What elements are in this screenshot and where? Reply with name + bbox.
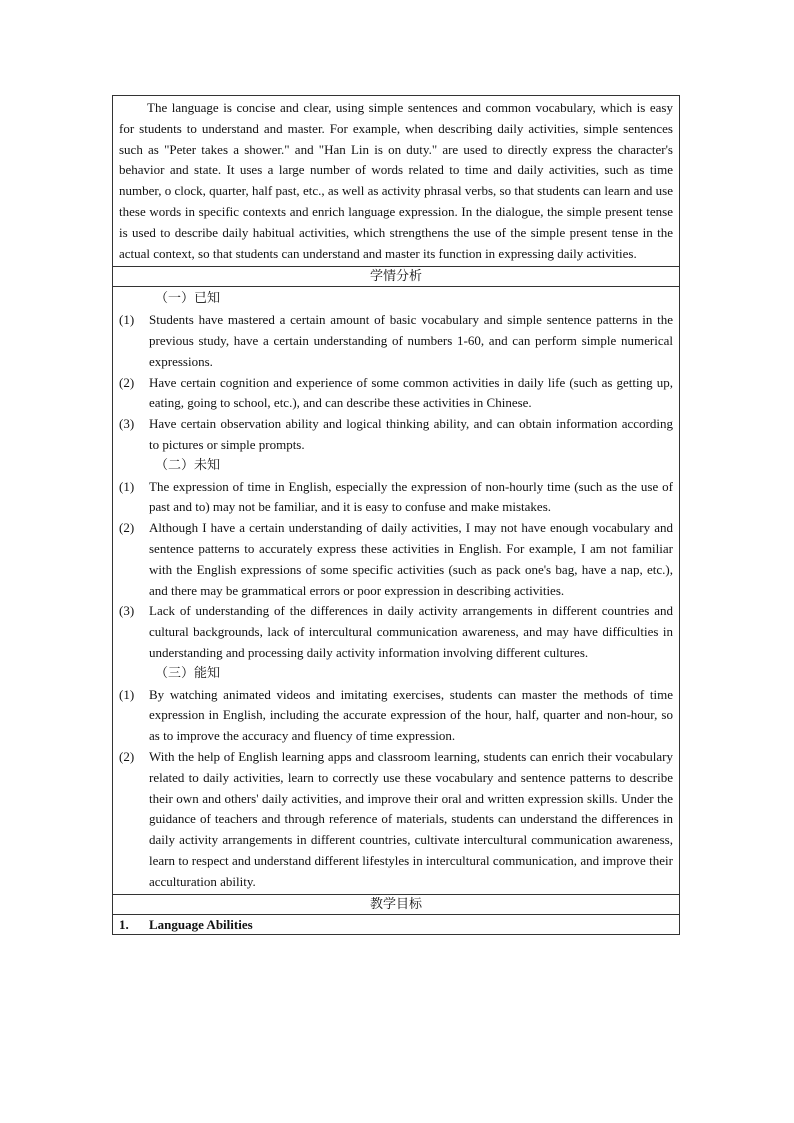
teaching-objectives-header <box>113 894 679 914</box>
item-number: (1) <box>119 686 135 702</box>
learning-analysis-title: 学情分析 <box>369 269 422 285</box>
learning-analysis-cell <box>113 286 679 894</box>
learning-analysis-header <box>113 266 679 286</box>
known-heading: （一）已知 <box>155 291 221 307</box>
known-item <box>119 414 673 456</box>
able-item <box>119 685 673 747</box>
item-text: Students have mastered a certain amount of basic vocabulary and simple sentence patterns in the previous study, have a certain understanding of numbers 1-60, and can perform simple numerical expressions. <box>149 312 673 369</box>
able-heading: （三）能知 <box>155 665 221 681</box>
unknown-item <box>119 477 673 519</box>
unknown-item <box>119 518 673 601</box>
item-number: (2) <box>119 520 135 536</box>
known-item <box>119 373 673 415</box>
item-number: (1) <box>119 478 135 494</box>
item-number: (3) <box>119 416 135 432</box>
lesson-plan-table <box>112 95 680 935</box>
item-text: Although I have a certain understanding of daily activities, I may not have enough vocabulary and sentence patterns to accurately express these activities in English. For example, I am not familiar with the English expressions of some specific activities (such as pack one's bag, have a nap, etc.), and there may be grammatical errors or poor expression in describing activities. <box>149 520 673 598</box>
teaching-objectives-title: 教学目标 <box>369 897 422 913</box>
item-text: With the help of English learning apps and classroom learning, students can enrich their vocabulary related to daily activities, learn to correctly use these vocabulary and sentence patterns to describe their own and others' daily activities, and improve their oral and written expression skills. Under the guidance of teachers and through reference of materials, students can understand the differences in daily activity arrangements in different countries, cultivate intercultural communication awareness, learn to respect and understand different lifestyles in intercultural communication, and improve their acculturation ability. <box>149 748 673 889</box>
unknown-heading: （二）未知 <box>155 457 221 473</box>
item-text: Have certain cognition and experience of some common activities in daily life (such as getting up, eating, going to school, etc.), and can describe these activities in Chinese. <box>149 374 673 411</box>
unknown-item <box>119 601 673 663</box>
intro-cell <box>113 96 679 266</box>
item-text: By watching animated videos and imitating exercises, students can master the methods of time expression in English, including the accurate expression of the hour, half, quarter and non-hour, so as to improve the accuracy and fluency of time expression. <box>149 686 673 744</box>
known-item <box>119 310 673 372</box>
item-text: The expression of time in English, especially the expression of non-hourly time (such as the use of past and to) may not be familiar, and it is easy to confuse and make mistakes. <box>149 478 673 515</box>
item-number: (3) <box>119 603 135 619</box>
intro-paragraph: The language is concise and clear, using simple sentences and common vocabulary, which is easy for students to understand and master. For example, when describing daily activities, simple sentences such as "Peter takes a shower." and "Han Lin is on duty." are used to directly express the character's behavior and state. It uses a large number of words related to time and daily activities, such as time number, o clock, quarter, half past, etc., as well as activity phrasal verbs, so that students can learn and use these words in specific contexts and enrich language expression. In the dialogue, the simple present tense is used to describe daily habitual activities, which strengthens the use of the simple present tense in the actual context, so that students can understand and master its function in expressing daily activities. <box>119 100 673 261</box>
able-item <box>119 747 673 893</box>
objective-item <box>113 914 679 934</box>
item-number: (1) <box>119 312 135 328</box>
item-number: (2) <box>119 748 135 764</box>
item-number: (2) <box>119 374 135 390</box>
objective-number: 1. <box>119 917 129 933</box>
item-text: Lack of understanding of the differences in daily activity arrangements in different countries and cultural backgrounds, lack of intercultural communication awareness, and may have difficulties in understanding and processing daily activity information involving different cultures. <box>149 603 673 660</box>
objective-text: Language Abilities <box>149 917 253 933</box>
item-text: Have certain observation ability and logical thinking ability, and can obtain information according to pictures or simple prompts. <box>149 416 673 452</box>
